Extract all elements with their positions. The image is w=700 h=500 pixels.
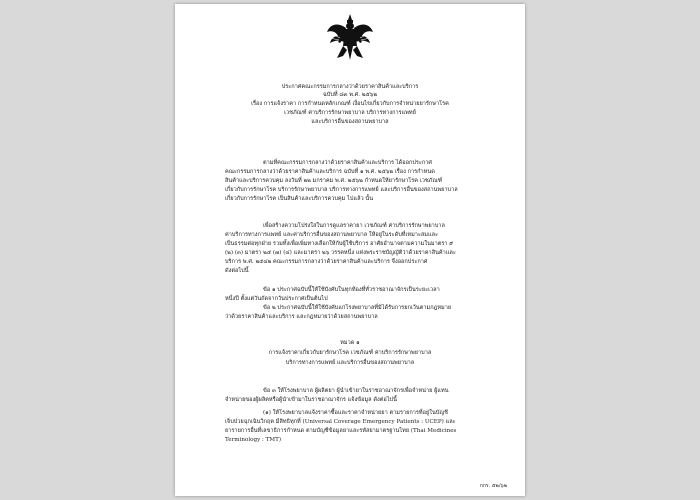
clause3-line: ข้อ ๓ ให้โรงพยาบาล ผู้ผลิตยา ผู้นำเข้ายาในราชอาณาจักรเพื่อจำหน่าย ผู้แทน xyxy=(263,388,449,394)
paragraph1-line: คณะกรรมการกลางว่าด้วยราคาสินค้าและบริการ ฉบับที่ ๑ พ.ศ. ๒๕๖๒ เรื่อง การกำหนด xyxy=(225,169,435,175)
header-line-2: ฉบับที่ ๘๓ พ.ศ. ๒๕๖๒ xyxy=(322,92,378,98)
clause3-line: จำหน่ายของผู้ผลิตหรือผู้นำเข้ามาในราชอาณาจักร แจ้งข้อมูล ดังต่อไปนี้ xyxy=(225,397,397,403)
paragraph2-line: ดังต่อไปนี้ xyxy=(225,268,249,274)
paragraph2-line: บริการ พ.ศ. ๒๕๔๒ คณะกรรมการกลางว่าด้วยราคาสินค้าและบริการ จึงออกประกาศ xyxy=(225,259,428,265)
paragraph2-line: เพื่อสร้างความโปร่งใสในการดูแลราคายา เวชภัณฑ์ ค่าบริการรักษาพยาบาล xyxy=(263,223,445,229)
header-line-4: เวชภัณฑ์ ค่าบริการรักษาพยาบาล บริการทางการแพทย์ xyxy=(284,110,416,116)
paragraph2-line: เป็นธรรมต่อทุกฝ่าย รวมทั้งเพื่อเพิ่มทางเลือกให้กับผู้ใช้บริการ อาศัยอำนาจตามความในมาตรา ๙ xyxy=(225,241,454,247)
header-line-1: ประกาศคณะกรรมการกลางว่าด้วยราคาสินค้าและบริการ xyxy=(281,84,419,90)
chapter-line-2: บริการทางการแพทย์ และบริการอื่นของสถานพยาบาล xyxy=(285,360,415,366)
clause3-line: (๑) ให้โรงพยาบาลแจ้งราคาซื้อและราคาจำหน่ายยา ตามรายการที่อยู่ในบัญชี xyxy=(263,410,448,416)
chapter-line-1: การแจ้งราคาเกี่ยวกับยารักษาโรค เวชภัณฑ์ ค่าบริการรักษาพยาบาล xyxy=(268,350,432,356)
clause3-line: ยารายการอื่นที่เลขาธิการกำหนด ตามบัญชีข้อมูลยาและรหัสยามาตรฐานไทย (Thai Medicines xyxy=(225,428,457,434)
clause2-line: ว่าด้วยราคาสินค้าและบริการ และกฎหมายว่าด้วยสถานพยาบาล xyxy=(225,314,378,320)
paragraph2-line: (๒) (๓) มาตรา ๒๕ (๗) (๔) และมาตรา ๒๖ วรรคหนึ่ง แห่งพระราชบัญญัติว่าด้วยราคาสินค้าและ xyxy=(225,250,456,256)
garuda-emblem-icon xyxy=(324,12,376,64)
header-line-3: เรื่อง การแจ้งราคา การกำหนดหลักเกณฑ์ เงื่อนไขเกี่ยวกับการจำหน่ายยารักษาโรค xyxy=(251,101,449,107)
paragraph2-line: ค่าบริการทางการแพทย์ และค่าบริการอื่นของสถานพยาบาล ให้อยู่ในระดับที่เหมาะสมและ xyxy=(225,232,439,238)
clause1-line: ข้อ ๑ ประกาศฉบับนี้ให้ใช้บังคับในทุกท้องที่ทั่วราชอาณาจักรเป็นระยะเวลา xyxy=(263,287,440,293)
paragraph1-line: สินค้าและบริการควบคุม ลงวันที่ ๒๒ มกราคม พ.ศ. ๒๕๖๒ กำหนดให้ยารักษาโรค เวชภัณฑ์ xyxy=(225,178,443,184)
clause1-line: หนึ่งปี ตั้งแต่วันถัดจากวันประกาศเป็นต้นไป xyxy=(225,296,328,302)
document-page xyxy=(175,4,525,496)
chapter-title: หมวด ๑ xyxy=(340,340,360,346)
paragraph1-line: เกี่ยวกับการรักษาโรค บริการรักษาพยาบาล บริการทางการแพทย์ และบริการอื่นของสถานพยาบาล xyxy=(225,187,458,193)
clause3-line: เจ็บป่วยฉุกเฉินวิกฤต มีสิทธิทุกที่ (Universal Coverage Emergency Patients : UCEP) และ xyxy=(225,419,456,425)
paragraph1-line: ตามที่คณะกรรมการกลางว่าด้วยราคาสินค้าและบริการ ได้ออกประกาศ xyxy=(263,160,432,166)
clause3-line: Terminology : TMT) xyxy=(225,437,282,443)
paragraph1-line: เกี่ยวกับการรักษาโรค เป็นสินค้าและบริการควบคุม ไปแล้ว นั้น xyxy=(225,196,374,202)
clause2-line: ข้อ ๒ ประกาศฉบับนี้ให้ใช้บังคับแก่โรงพยาบาลที่มิได้รับการยกเว้นตามกฎหมาย xyxy=(263,305,452,311)
page-reference: กกร. ๕๒/๖๒ xyxy=(479,483,507,489)
header-line-5: และบริการอื่นของสถานพยาบาล xyxy=(311,119,389,125)
